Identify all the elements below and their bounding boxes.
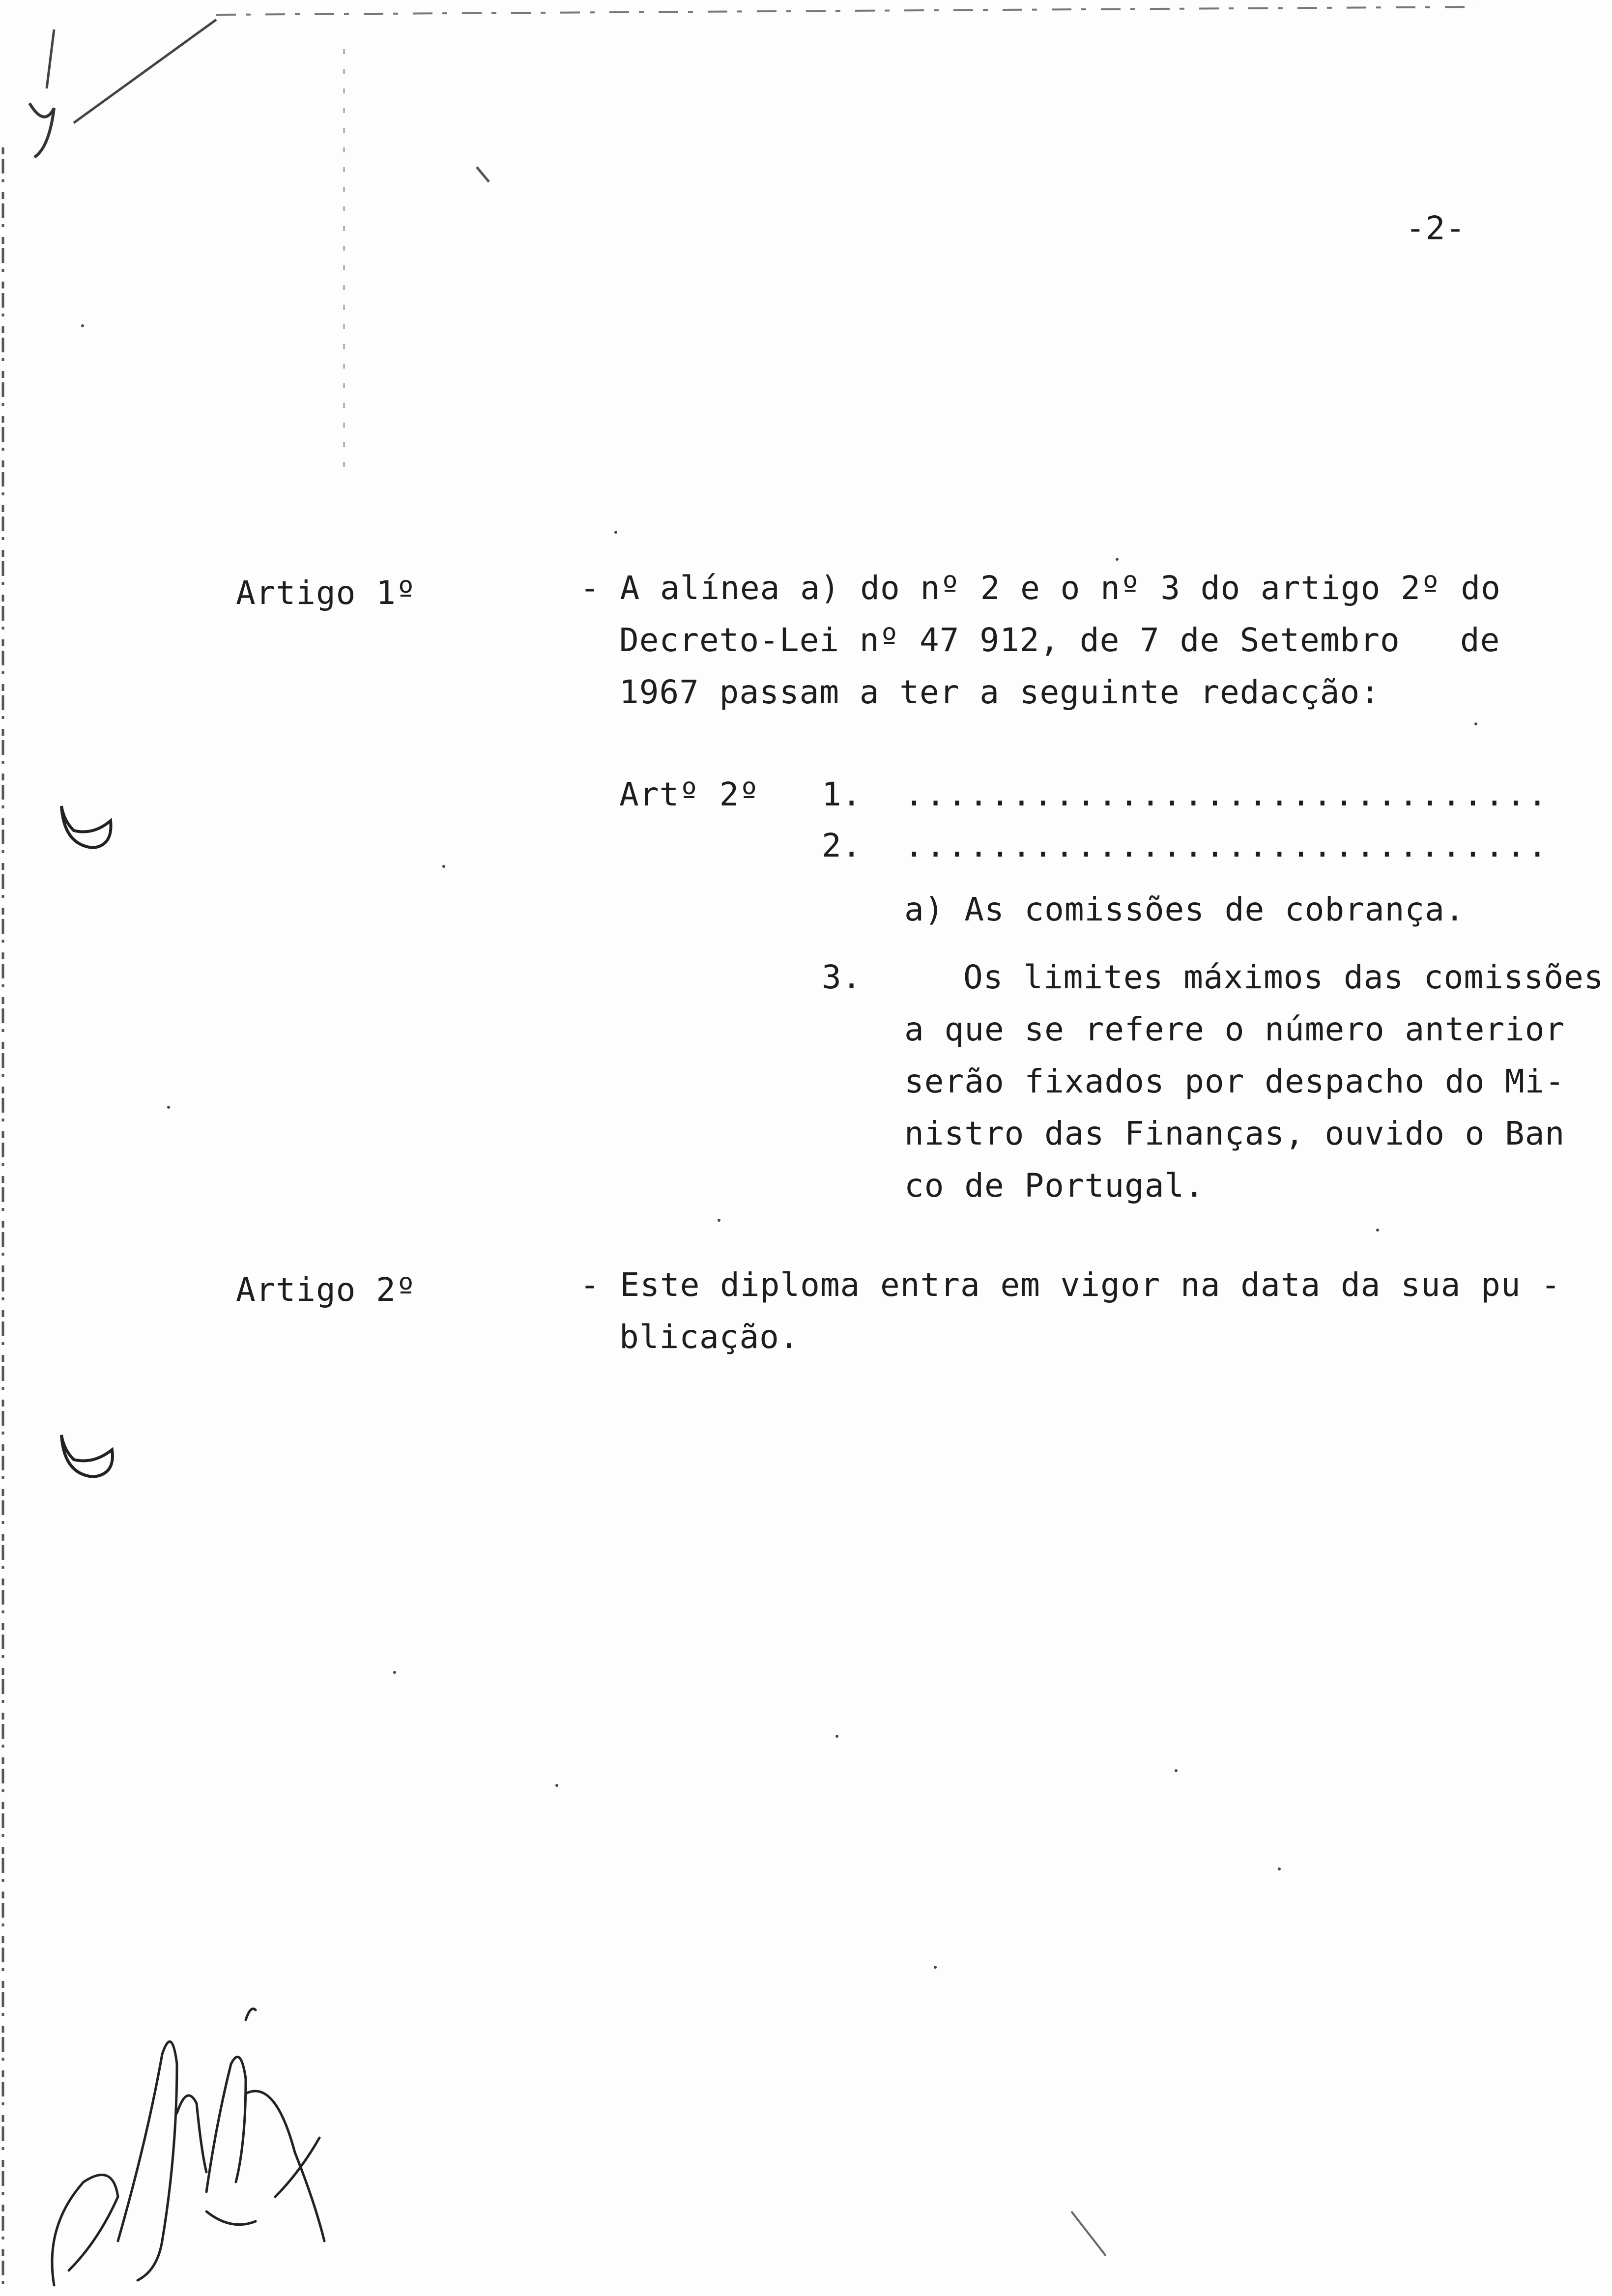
corner-ink-mark (29, 103, 54, 157)
item-1-text: .............................. (904, 775, 1550, 813)
scan-top-edge (216, 7, 1474, 15)
item-1-number: 1. (822, 775, 862, 813)
article-1-line: - A alínea a) do nº 2 e o nº 3 do artigo 2º do (580, 569, 1501, 607)
speck (934, 1966, 937, 1969)
faint-ink-stroke (1071, 2211, 1106, 2256)
corner-tick-mark (47, 29, 54, 88)
article-2-label: Artigo 2º (236, 1271, 416, 1309)
article-1-line: Decreto-Lei nº 47 912, de 7 de Setembro de (619, 621, 1500, 659)
item-3-line: serão fixados por despacho do Mi- (904, 1062, 1565, 1100)
handwritten-signature (52, 2009, 324, 2286)
corner-stroke-mark (74, 20, 216, 123)
speck (1474, 722, 1477, 725)
speck (614, 531, 617, 534)
speck (555, 1784, 558, 1787)
article-1-line: 1967 passam a ter a seguinte redacção: (619, 673, 1380, 711)
item-2-number: 2. (822, 827, 862, 864)
speck (1116, 558, 1119, 561)
small-ink-tick (477, 167, 489, 182)
margin-initial-mark (61, 806, 111, 848)
speck (718, 1219, 720, 1222)
amended-article-label: Artº 2º (619, 775, 760, 813)
item-3-line: Os limites máximos das comissões (963, 958, 1604, 996)
speck (1278, 1867, 1281, 1870)
item-3-line: co de Portugal. (904, 1167, 1205, 1205)
speck (835, 1735, 838, 1738)
speck (81, 324, 84, 327)
speck (1376, 1229, 1379, 1232)
article-2-line: - Este diploma entra em vigor na data da sua pu - (580, 1266, 1561, 1304)
sub-item-a: a) As comissões de cobrança. (904, 890, 1465, 928)
article-1-label: Artigo 1º (236, 574, 416, 612)
margin-initial-mark (61, 1435, 113, 1477)
article-2-line: blicação. (619, 1318, 800, 1356)
item-3-line: nistro das Finanças, ouvido o Ban (904, 1115, 1565, 1152)
speck (393, 1671, 396, 1674)
item-2-text: .............................. (904, 827, 1550, 864)
page-number: -2- (1406, 209, 1466, 247)
item-3-number: 3. (822, 958, 862, 996)
speck (1175, 1769, 1178, 1772)
speck (167, 1106, 170, 1109)
item-3-line: a que se refere o número anterior (904, 1010, 1565, 1048)
speck (442, 865, 445, 868)
